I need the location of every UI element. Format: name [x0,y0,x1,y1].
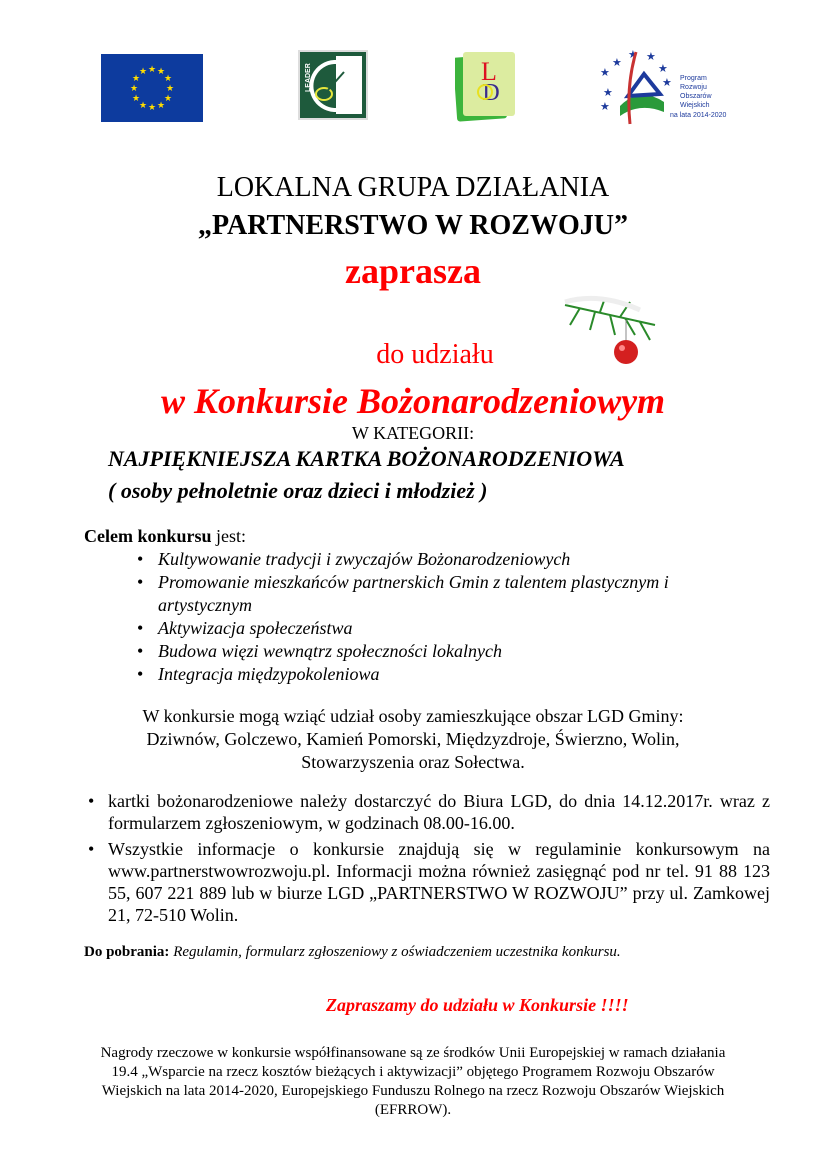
eu-flag-logo [101,54,203,122]
footer-line: Nagrody rzeczowe w konkursie współfinansowane są ze środków Unii Europejskiej w ramach działania [100,1045,726,1061]
svg-text:★: ★ [147,102,157,112]
invites-heading: zaprasza [345,251,481,291]
footer-line: 19.4 „Wsparcie na rzecz kosztów bieżących i aktywizacji” objętego Programem Rozwoju Obszarów [111,1064,715,1080]
goals-label-bold: Celem konkursu [84,526,212,546]
list-item: • kartki bożonarodzeniowe należy dostarczyć do Biura LGD, do dnia 14.12.2017r. wraz z formularzem zgłoszeniowym, w godzinach 08.00-16.00. [88,790,770,834]
svg-text:★: ★ [612,57,622,69]
download-label: Do pobrania: [84,944,170,960]
svg-text:Rozwoju: Rozwoju [680,84,707,91]
svg-text:★: ★ [600,67,610,79]
category-name: NAJPIĘKNIEJSZA KARTKA BOŻONARODZENIOWA [108,446,625,471]
svg-text:★: ★ [156,100,166,110]
category-label: W KATEGORII: [351,423,475,443]
download-text: Regulamin, formularz zgłoszeniowy z oświadczeniem uczestnika konkursu. [169,944,621,960]
svg-text:LEADER: LEADER [305,63,312,92]
list-item: • Integracja międzypokoleniowa [137,663,717,686]
svg-text:L: L [481,57,497,86]
organization-title: „PARTNERSTWO W ROZWOJU” [198,210,628,241]
svg-text:★: ★ [138,100,148,110]
goals-list [137,548,717,686]
svg-text:★: ★ [628,49,638,61]
svg-text:★: ★ [131,73,141,83]
download-section [84,944,621,961]
svg-text:★: ★ [129,83,139,93]
svg-text:★: ★ [131,93,141,103]
svg-text:★: ★ [138,66,148,76]
lgd-logo [455,50,519,124]
svg-text:★: ★ [163,73,173,83]
svg-text:★: ★ [147,64,157,74]
organization-name: LOKALNA GRUPA DZIAŁANIA [216,172,610,203]
svg-text:Obszarów: Obszarów [680,93,712,100]
svg-text:★: ★ [662,77,672,89]
leader-logo [298,50,368,120]
goals-label [84,526,246,547]
svg-text:Program: Program [680,75,707,82]
list-item: • Aktywizacja społeczeństwa [137,617,717,640]
eligibility-text [0,705,826,774]
eligibility-line: W konkursie mogą wziąć udział osoby zamieszkujące obszar LGD Gminy: [142,706,684,726]
svg-text:★: ★ [658,63,668,75]
footer-line: Wiejskich na lata 2014-2020, Europejskiego Funduszu Rolnego na rzecz Rozwoju Obszarów Wiejskich [101,1083,725,1099]
svg-text:★: ★ [163,93,173,103]
goals-label-rest: jest: [211,526,247,546]
info-list [88,790,770,930]
list-item: • Promowanie mieszkańców partnerskich Gmin z talentem plastycznym i artystycznym [137,571,707,617]
footer-line: (EFRROW). [374,1102,452,1118]
prow-logo [600,46,730,128]
list-item: • Budowa więzi wewnątrz społeczności lokalnych [137,640,717,663]
svg-text:na lata 2014-2020: na lata 2014-2020 [670,112,727,119]
svg-text:★: ★ [156,66,166,76]
list-item: • Wszystkie informacje o konkursie znajdują się w regulaminie konkursowym na www.partnerstwowrozwoju.pl. Informacji można również zasięgnąć pod nr tel. 91 88 123 55, 607 221 889 lub w biurze LGD „PARTNERSTWO W ROZWOJU” przy ul. Zamkowej 21, 72-510 Wolin. [88,838,770,926]
participation-text: do udziału [376,339,494,370]
eligibility-line: Dziwnów, Golczewo, Kamień Pomorski, Międzyzdroje, Świerzno, Wolin, [146,729,680,749]
svg-text:★: ★ [165,83,175,93]
closing-invitation: Zapraszamy do udziału w Konkursie !!!! [326,995,629,1015]
svg-text:D: D [482,80,500,106]
svg-text:★: ★ [603,87,613,99]
svg-text:Wiejskich: Wiejskich [680,102,710,109]
list-item: • Kultywowanie tradycji i zwyczajów Bożonarodzeniowych [137,548,717,571]
audience-text: ( osoby pełnoletnie oraz dzieci i młodzież ) [108,478,488,503]
contest-title: w Konkursie Bożonarodzeniowym [160,381,666,421]
svg-text:★: ★ [600,101,610,113]
footer-note [0,1044,826,1120]
svg-text:★: ★ [646,51,656,63]
eligibility-line: Stowarzyszenia oraz Sołectwa. [301,752,525,772]
